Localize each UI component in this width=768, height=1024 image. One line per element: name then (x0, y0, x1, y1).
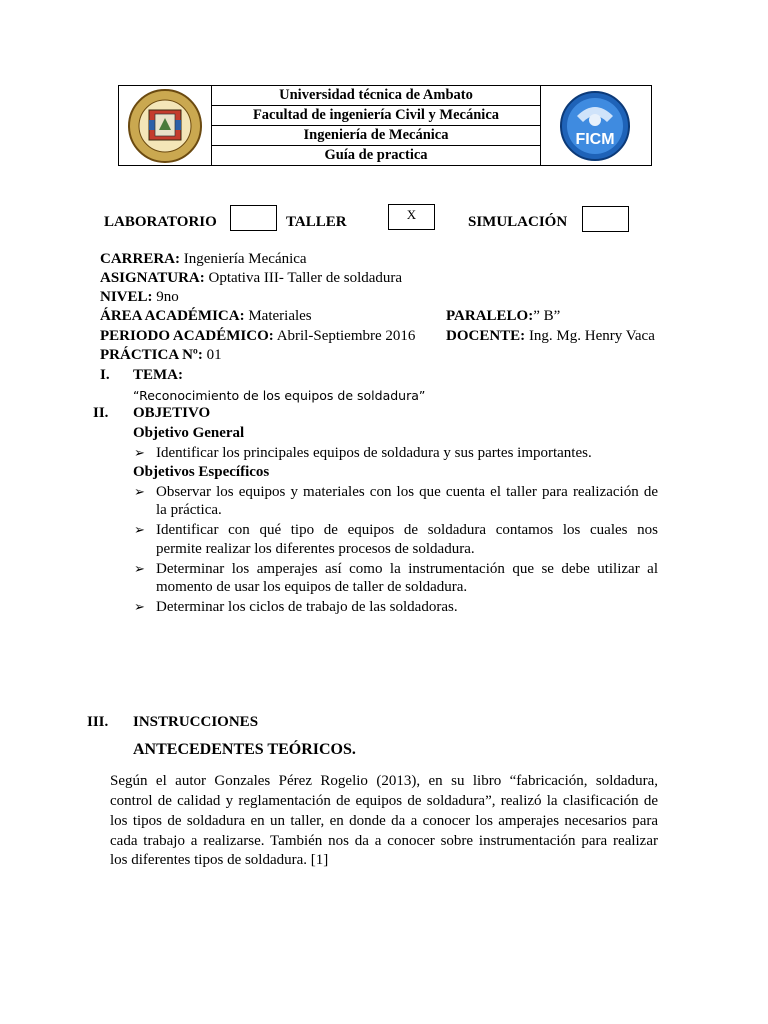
paralelo-label: PARALELO: (446, 308, 534, 324)
taller-checkbox[interactable]: X (388, 204, 435, 230)
practica-row (100, 346, 222, 365)
specific-objective-2-line2: permite realizar los diferentes procesos de soldadura. (156, 541, 475, 557)
carrera-row (100, 250, 307, 269)
header-table (118, 85, 652, 166)
antecedentes-line-2: control de calidad y reglamentación de equipos de soldadura”, realizó la clasificación de (110, 793, 658, 809)
specific-objective-1-line1: Observar los equipos y materiales con los que cuenta el taller para realización de (156, 484, 658, 500)
laboratorio-label: LABORATORIO (104, 214, 217, 230)
section-3-number: III. (87, 714, 109, 730)
antecedentes-line-3: los tipos de soldadura en un taller, en donde da a conocer los amperajes necesarios para (110, 813, 658, 829)
carrera-label: CARRERA: (100, 251, 180, 267)
document-type: Guía de practica (324, 147, 428, 163)
antecedentes-title: ANTECEDENTES TEÓRICOS. (133, 741, 356, 758)
nivel-value: 9no (152, 289, 179, 305)
nivel-label: NIVEL: (100, 289, 153, 305)
section-1-number: I. (100, 367, 110, 383)
docente-row (446, 327, 655, 346)
arrow-bullet-icon: ➢ (134, 445, 145, 460)
area-value: Materiales (244, 308, 312, 324)
taller-label: TALLER (286, 214, 347, 230)
area-row (100, 307, 312, 326)
specific-objective-4: Determinar los ciclos de trabajo de las soldadoras. (156, 599, 458, 615)
paralelo-row (446, 307, 560, 326)
periodo-label: PERIODO ACADÉMICO: (100, 328, 274, 344)
asignatura-label: ASIGNATURA: (100, 270, 205, 286)
section-1-title: TEMA: (133, 367, 183, 383)
section-2-number: II. (93, 405, 109, 421)
university-seal-icon (119, 86, 211, 165)
arrow-bullet-icon: ➢ (134, 522, 145, 537)
specific-objective-3-line2: momento de usar los equipos de taller de soldadura. (156, 579, 468, 595)
paralelo-value: ” B” (533, 308, 561, 324)
university-name: Universidad técnica de Ambato (211, 86, 541, 106)
specific-objective-3-line1: Determinar los amperajes así como la instrumentación que se debe utilizar al (156, 561, 658, 577)
antecedentes-line-5: los diferentes tipos de soldadura. [1] (110, 852, 329, 868)
simulacion-checkbox[interactable] (582, 206, 629, 232)
area-label: ÁREA ACADÉMICA: (100, 308, 245, 324)
antecedentes-line-1: Según el autor Gonzales Pérez Rogelio (2013), en su libro “fabricación, soldadura, (110, 773, 658, 789)
arrow-bullet-icon: ➢ (134, 599, 145, 614)
program-name: Ingeniería de Mecánica (211, 126, 541, 146)
docente-value: Ing. Mg. Henry Vaca (525, 328, 655, 344)
faculty-logo-cell (540, 86, 651, 165)
specific-objectives-title: Objetivos Específicos (133, 464, 270, 480)
antecedentes-line-4: cada trabajo a realizarse. También nos da a conocer sobre instrumentación para realizar (110, 833, 658, 849)
simulacion-label: SIMULACIÓN (468, 214, 568, 230)
university-logo-cell (119, 86, 212, 165)
general-objective-item: Identificar los principales equipos de soldadura y sus partes importantes. (156, 445, 592, 461)
practica-label: PRÁCTICA Nº: (100, 347, 203, 363)
tema-text: “Reconocimiento de los equipos de soldadura” (133, 388, 426, 403)
faculty-name: Facultad de ingeniería Civil y Mecánica (211, 106, 541, 126)
specific-objective-1-line2: la práctica. (156, 502, 222, 518)
nivel-row (100, 288, 179, 307)
arrow-bullet-icon: ➢ (134, 484, 145, 499)
asignatura-value: Optativa III- Taller de soldadura (204, 270, 403, 286)
section-2-title: OBJETIVO (133, 405, 211, 421)
carrera-value: Ingeniería Mecánica (180, 251, 307, 267)
general-objective-title: Objetivo General (133, 425, 245, 441)
laboratorio-checkbox[interactable] (230, 205, 277, 231)
ficm-logo-text: FICM (575, 131, 615, 148)
ficm-logo-icon (541, 86, 651, 165)
practica-value: 01 (202, 347, 222, 363)
asignatura-row (100, 269, 402, 288)
docente-label: DOCENTE: (446, 328, 526, 344)
arrow-bullet-icon: ➢ (134, 561, 145, 576)
header-rows (211, 86, 541, 165)
periodo-value: Abril-Septiembre 2016 (273, 328, 416, 344)
section-3-title: INSTRUCCIONES (133, 714, 259, 730)
specific-objective-2-line1: Identificar con qué tipo de equipos de soldadura contamos los cuales nos (156, 522, 658, 538)
periodo-row (100, 327, 415, 346)
